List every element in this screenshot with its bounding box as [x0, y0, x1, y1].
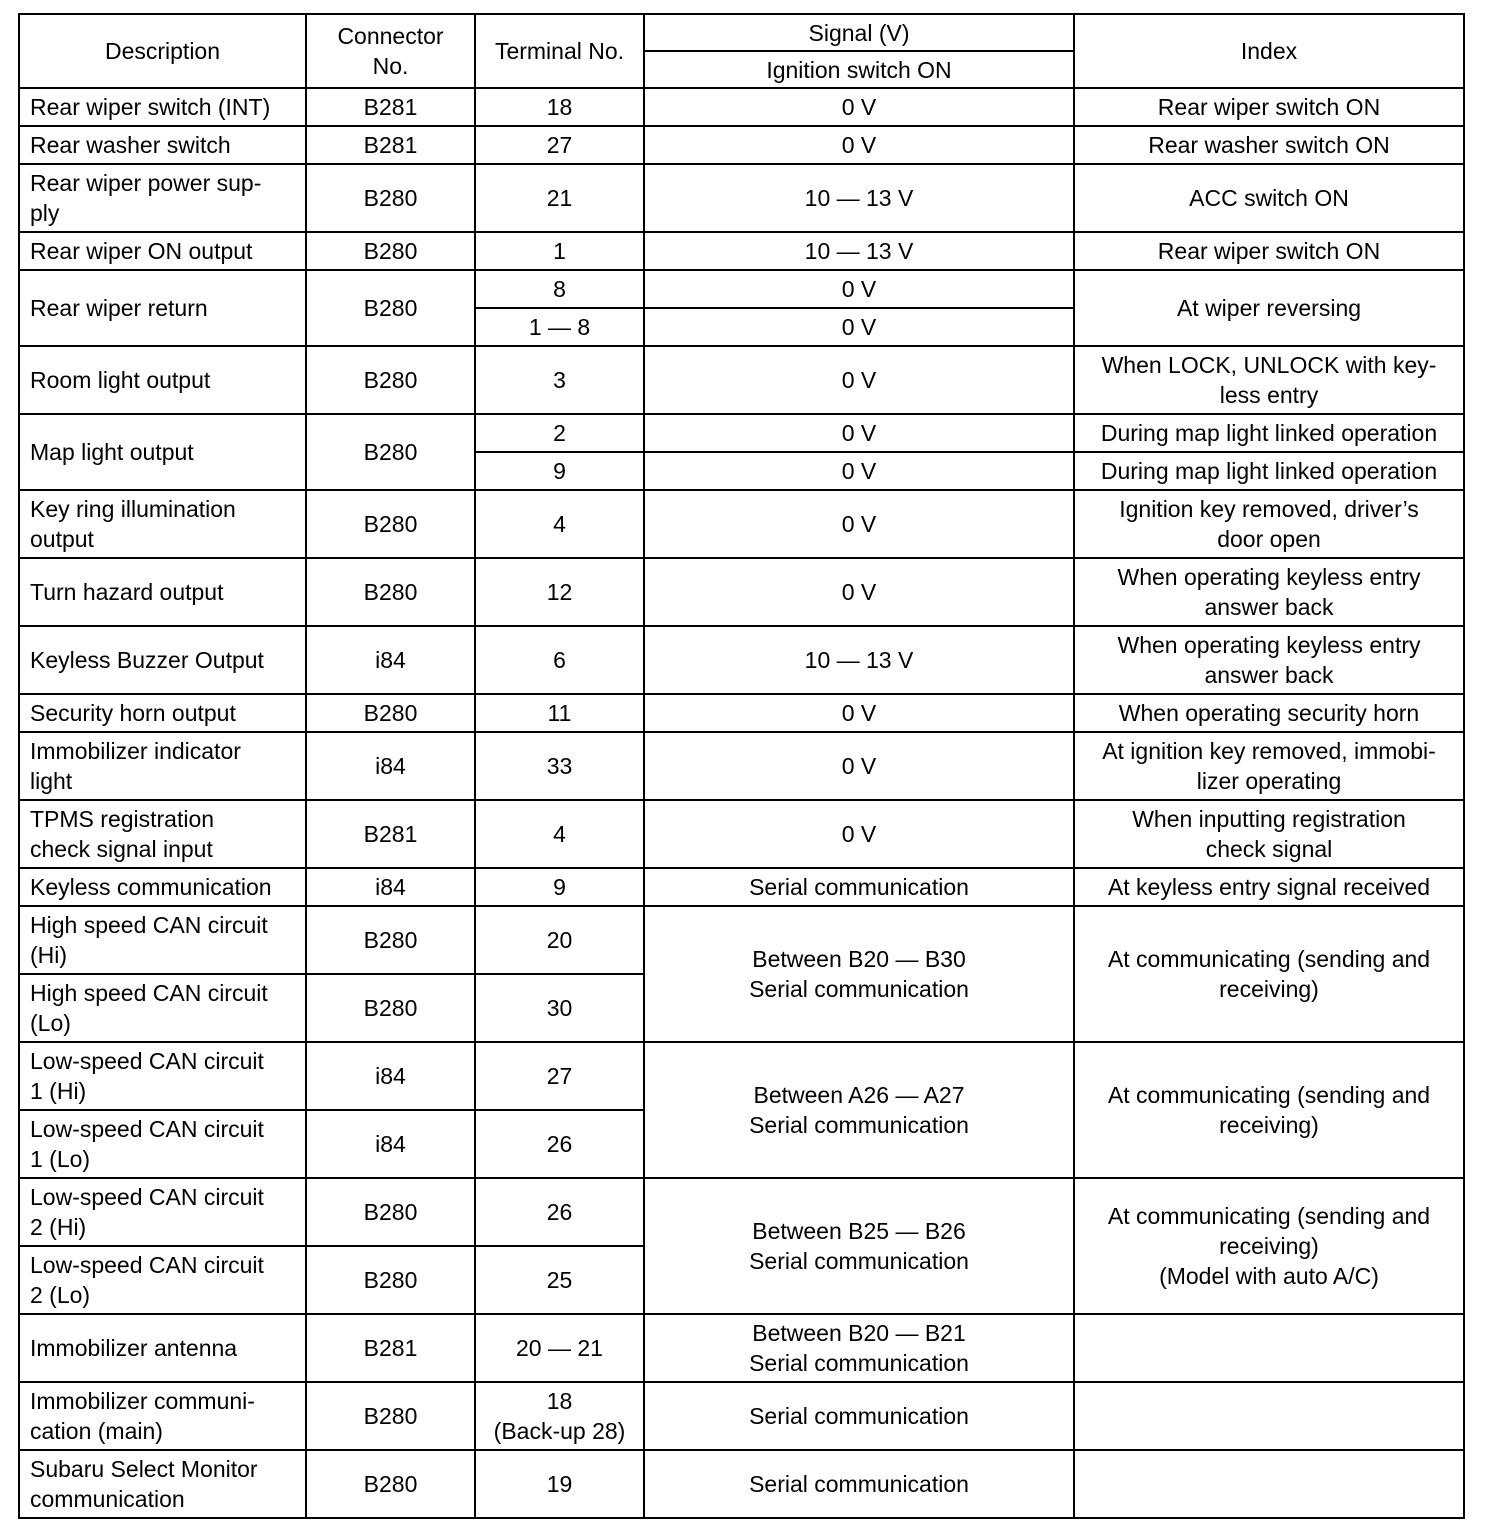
cell-connector: B280	[306, 232, 475, 270]
cell-description: Turn hazard output	[19, 558, 306, 626]
cell-terminal: 26	[475, 1110, 644, 1178]
cell-connector: B280	[306, 558, 475, 626]
cell-index: When operating keyless entry answer back	[1074, 626, 1464, 694]
cell-connector: B280	[306, 490, 475, 558]
cell-description: Rear wiper ON output	[19, 232, 306, 270]
cell-description: Subaru Select Monitor communication	[19, 1450, 306, 1518]
cell-signal: 0 V	[644, 490, 1074, 558]
cell-description: TPMS registration check signal input	[19, 800, 306, 868]
cell-terminal: 12	[475, 558, 644, 626]
cell-description: Immobilizer communi- cation (main)	[19, 1382, 306, 1450]
cell-index: At communicating (sending and receiving)	[1074, 1042, 1464, 1178]
header-terminal: Terminal No.	[475, 14, 644, 88]
cell-terminal: 6	[475, 626, 644, 694]
cell-index: Rear wiper switch ON	[1074, 88, 1464, 126]
table-row	[19, 1382, 1464, 1450]
cell-description: Keyless communication	[19, 868, 306, 906]
cell-connector: B280	[306, 906, 475, 974]
table-row	[19, 490, 1464, 558]
cell-index: When LOCK, UNLOCK with key- less entry	[1074, 346, 1464, 414]
cell-signal: 0 V	[644, 558, 1074, 626]
cell-index: When operating security horn	[1074, 694, 1464, 732]
cell-description: Low-speed CAN circuit 1 (Lo)	[19, 1110, 306, 1178]
cell-terminal: 27	[475, 126, 644, 164]
header-description: Description	[19, 14, 306, 88]
cell-signal: 0 V	[644, 800, 1074, 868]
cell-index: At communicating (sending and receiving)	[1074, 906, 1464, 1042]
cell-terminal: 11	[475, 694, 644, 732]
table-row	[19, 88, 1464, 126]
table-row	[19, 1042, 1464, 1110]
cell-description: Immobilizer indicator light	[19, 732, 306, 800]
cell-connector: B280	[306, 164, 475, 232]
cell-index: At keyless entry signal received	[1074, 868, 1464, 906]
cell-terminal: 8	[475, 270, 644, 308]
cell-connector: B281	[306, 88, 475, 126]
cell-terminal: 21	[475, 164, 644, 232]
cell-connector: B280	[306, 1382, 475, 1450]
table-row	[19, 126, 1464, 164]
cell-signal: Serial communication	[644, 1450, 1074, 1518]
table-row	[19, 164, 1464, 232]
cell-index: During map light linked operation	[1074, 414, 1464, 452]
header-signal-sub: Ignition switch ON	[644, 51, 1074, 88]
cell-terminal: 4	[475, 800, 644, 868]
cell-description: Low-speed CAN circuit 2 (Lo)	[19, 1246, 306, 1314]
cell-terminal: 4	[475, 490, 644, 558]
cell-terminal: 9	[475, 868, 644, 906]
cell-signal: 10 — 13 V	[644, 626, 1074, 694]
table-row	[19, 694, 1464, 732]
cell-index	[1074, 1450, 1464, 1518]
cell-description: Room light output	[19, 346, 306, 414]
cell-description: Security horn output	[19, 694, 306, 732]
cell-description: High speed CAN circuit (Hi)	[19, 906, 306, 974]
cell-description: Low-speed CAN circuit 1 (Hi)	[19, 1042, 306, 1110]
cell-terminal: 2	[475, 414, 644, 452]
cell-terminal: 1 — 8	[475, 308, 644, 346]
cell-connector: B280	[306, 1178, 475, 1246]
cell-description: Rear washer switch	[19, 126, 306, 164]
cell-signal: Between B20 — B30 Serial communication	[644, 906, 1074, 1042]
cell-terminal: 18	[475, 88, 644, 126]
cell-connector: B281	[306, 126, 475, 164]
cell-signal: Serial communication	[644, 1382, 1074, 1450]
table-row	[19, 800, 1464, 868]
cell-terminal: 9	[475, 452, 644, 490]
cell-index: When operating keyless entry answer back	[1074, 558, 1464, 626]
cell-description: Map light output	[19, 414, 306, 490]
cell-signal: 0 V	[644, 308, 1074, 346]
table-row	[19, 414, 1464, 452]
header-connector: Connector No.	[306, 14, 475, 88]
cell-index: At communicating (sending and receiving) (Model with auto A/C)	[1074, 1178, 1464, 1314]
table-row	[19, 232, 1464, 270]
cell-signal: 0 V	[644, 694, 1074, 732]
cell-signal: 0 V	[644, 414, 1074, 452]
table-row	[19, 1450, 1464, 1518]
cell-signal: 0 V	[644, 88, 1074, 126]
cell-index: Ignition key removed, driver’s door open	[1074, 490, 1464, 558]
table-row	[19, 732, 1464, 800]
cell-index	[1074, 1314, 1464, 1382]
header-index: Index	[1074, 14, 1464, 88]
cell-description: Rear wiper power sup- ply	[19, 164, 306, 232]
cell-terminal: 1	[475, 232, 644, 270]
table-row	[19, 1178, 1464, 1246]
cell-terminal: 30	[475, 974, 644, 1042]
cell-index: Rear washer switch ON	[1074, 126, 1464, 164]
cell-connector: B280	[306, 270, 475, 346]
cell-signal: 10 — 13 V	[644, 164, 1074, 232]
cell-signal: 0 V	[644, 452, 1074, 490]
signal-table	[18, 13, 1465, 1519]
cell-connector: i84	[306, 1110, 475, 1178]
cell-index	[1074, 1382, 1464, 1450]
cell-description: Keyless Buzzer Output	[19, 626, 306, 694]
table-row	[19, 346, 1464, 414]
table-row	[19, 1314, 1464, 1382]
cell-connector: B280	[306, 346, 475, 414]
cell-connector: B280	[306, 694, 475, 732]
table-row	[19, 626, 1464, 694]
cell-terminal: 27	[475, 1042, 644, 1110]
cell-connector: i84	[306, 868, 475, 906]
cell-connector: B281	[306, 800, 475, 868]
cell-terminal: 3	[475, 346, 644, 414]
cell-terminal: 20	[475, 906, 644, 974]
cell-signal: 0 V	[644, 346, 1074, 414]
cell-terminal: 20 — 21	[475, 1314, 644, 1382]
cell-description: Rear wiper return	[19, 270, 306, 346]
cell-terminal: 33	[475, 732, 644, 800]
cell-description: Low-speed CAN circuit 2 (Hi)	[19, 1178, 306, 1246]
cell-index: At wiper reversing	[1074, 270, 1464, 346]
cell-index: Rear wiper switch ON	[1074, 232, 1464, 270]
table-row	[19, 868, 1464, 906]
cell-signal: Between B20 — B21 Serial communication	[644, 1314, 1074, 1382]
cell-connector: B280	[306, 1246, 475, 1314]
cell-signal: Between B25 — B26 Serial communication	[644, 1178, 1074, 1314]
cell-connector: i84	[306, 626, 475, 694]
cell-terminal: 26	[475, 1178, 644, 1246]
cell-connector: i84	[306, 1042, 475, 1110]
cell-index: When inputting registration check signal	[1074, 800, 1464, 868]
header-signal: Signal (V)	[644, 14, 1074, 51]
cell-terminal: 25	[475, 1246, 644, 1314]
cell-connector: i84	[306, 732, 475, 800]
cell-signal: Between A26 — A27 Serial communication	[644, 1042, 1074, 1178]
cell-index: At ignition key removed, immobi- lizer operating	[1074, 732, 1464, 800]
cell-connector: B280	[306, 414, 475, 490]
cell-terminal: 19	[475, 1450, 644, 1518]
table-row	[19, 906, 1464, 974]
cell-signal: 0 V	[644, 126, 1074, 164]
cell-description: High speed CAN circuit (Lo)	[19, 974, 306, 1042]
cell-connector: B280	[306, 974, 475, 1042]
cell-signal: 10 — 13 V	[644, 232, 1074, 270]
cell-connector: B281	[306, 1314, 475, 1382]
cell-signal: Serial communication	[644, 868, 1074, 906]
cell-connector: B280	[306, 1450, 475, 1518]
table-row	[19, 558, 1464, 626]
cell-description: Key ring illumination output	[19, 490, 306, 558]
cell-description: Immobilizer antenna	[19, 1314, 306, 1382]
cell-index: During map light linked operation	[1074, 452, 1464, 490]
cell-signal: 0 V	[644, 732, 1074, 800]
cell-signal: 0 V	[644, 270, 1074, 308]
cell-index: ACC switch ON	[1074, 164, 1464, 232]
table-row	[19, 270, 1464, 308]
cell-terminal: 18 (Back-up 28)	[475, 1382, 644, 1450]
cell-description: Rear wiper switch (INT)	[19, 88, 306, 126]
